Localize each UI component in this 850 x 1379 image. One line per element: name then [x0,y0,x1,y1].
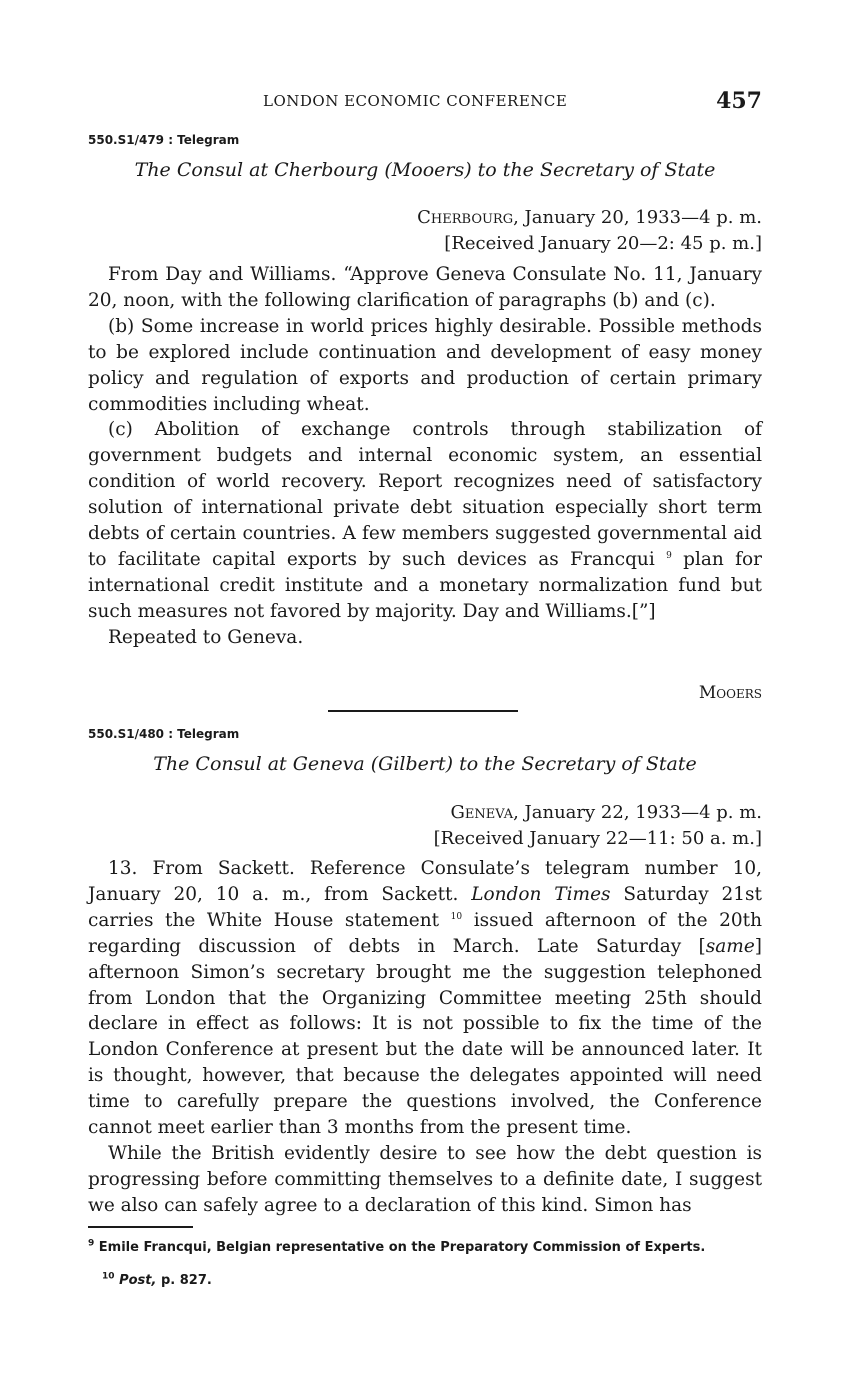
document-heading-2: The Consul at Geneva (Gilbert) to the Secretary of State [153,753,697,775]
footnote-marker: 10 [450,911,463,922]
paragraph: (c) Abolition of exchange controls through stabilization of government budgets and internal economic system, an essential condition of world recovery. Report recognizes need of satisfactory solution of international private debt situation especially short term debts of certain countries. A few members suggested governmental aid to facilitate capital exports by such devices as Francqui $^9$ plan for international credit institute and a monetary normalization fund but such measures not favored by majority. Day and Williams.[”] [88,419,762,622]
paragraph: 13. From Sackett. Reference Consulate’s telegram number 10, January 20, 10 a. m., from Sackett. London Times Saturday 21st carries the White House statement $^{10}$ issued afternoon of the 20th regarding discussion of debts in March. Late Saturday [same] afternoon Simon’s secretary brought me the suggestion telephoned from London that the Organizing Committee meeting 25th should declare in effect as follows: It is not possible to fix the time of the London Conference at present but the date will be announced later. It is thought, however, that because the delegates appointed will need time to carefully prepare the questions involved, the Conference cannot meet earlier than 3 months from the present time. [88,858,762,1139]
received-line-2: [Received January 22—11: 50 a. m.] [433,828,762,849]
paragraph: From Day and Williams. “Approve Geneva Consulate No. 11, January 20, noon, with the following clarification of paragraphs (b) and (c). [88,264,762,311]
document-heading-1: The Consul at Cherbourg (Mooers) to the Secretary of State [134,159,716,181]
file-reference-2: 550.S1/480 : Telegram [88,727,240,741]
footnote-marker: 9 [666,550,672,561]
file-reference-1: 550.S1/479 : Telegram [88,133,240,147]
footnote-10: $^{10}$ Post, p. 827. [102,1271,212,1288]
telegram-body-1 [88,262,762,651]
section-divider [328,710,518,712]
running-title: LONDON ECONOMIC CONFERENCE [263,92,568,110]
telegram-body-2 [88,856,762,1219]
paragraph: While the British evidently desire to see how the debt question is progressing before committing themselves to a definite date, I suggest we also can safely agree to a declaration of this kind. Simon has [88,1142,762,1216]
dateline-1: Cherbourg, January 20, 1933—4 p. m. [417,207,762,228]
paragraph: (b) Some increase in world prices highly desirable. Possible methods to be explored include continuation and development of easy money policy and regulation of exports and production of certain primary commodities including wheat. [88,315,762,415]
dateline-2: Geneva, January 22, 1933—4 p. m. [450,802,762,823]
running-header [88,88,762,116]
received-line-1: [Received January 20—2: 45 p. m.] [444,233,762,254]
page-number: 457 [716,88,762,114]
paragraph: Repeated to Geneva. [108,626,304,648]
footnote-rule [88,1226,193,1228]
footnote-9: $^9$ Emile Francqui, Belgian representative on the Preparatory Commission of Experts. [88,1238,706,1255]
signature-1: Mooers [698,683,762,703]
